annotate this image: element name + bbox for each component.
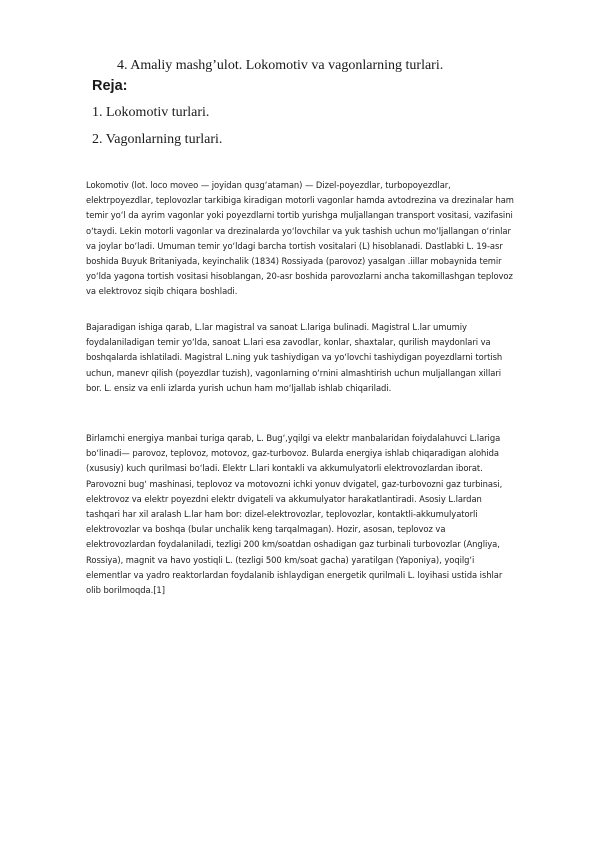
plan-list	[92, 104, 222, 158]
plan-item: 1. Lokomotiv turlari.	[92, 105, 210, 120]
paragraph-lokomotiv-definition: Lokomotiv (lot. loco moveo — joyidan quзg‘atаman) — Dizel-poyezdlar, turbopoyezdlar, elektrpoyezdlar, teplovozlar tarkibiga kiradigan motorli vagonlar hamda avtodrezina va drezinalar ham temir yo‘l da ayrim vagonlar yoki poyezdlarni tortib yurishga muljallangan transport vositasi, vazifasini o‘taydi. Lekin motorli vagonlar va drezinalarda yo‘lovchilar va yuk tashish uchun mo‘ljallangan o‘rinlar va joylar bo‘ladi. Umuman temir yo‘ldagi barcha tortish vositalari (L) hisoblanadi. Dastlabki L. 19-asr boshida Buyuk Britaniyada, keyinchalik (1834) Rossiyada (parovoz) yasalgan .iillar mobaynida temir yo‘lda yagona tortish vositasi hisoblangan, 20-asr boshida parovozlarni ancha takomillashgan teplovoz va elektrovoz siqib chiqara boshladi.	[86, 180, 514, 297]
document-title: 4. Amaliy mashg’ulot. Lokomotiv va vagonlarning turlari.	[117, 58, 444, 73]
paragraph-lokomotiv-energy: Birlamchi energiya manbai turiga qarab, L. Bug‘,yqilgi va elektr manbalaridan foiydalahuvci L.lariga bo‘linadi— parovoz, teplovoz, motovoz, gaz-turbovoz. Bularda energiya ishlab chiqaradigan alohida (xususiy) kuch qurilmasi bo‘ladi. Elektr L.lari kontakli va akkumulyatorli elektrovozlardan iborat. Parovozni bug‘ mashinasi, teplovoz va motovozni ichki yonuv dvigatel, gaz-turbovozni gaz turbinasi, elektrovoz va elektr poyezdni elektr dvigateli va akkumulyator harakatlantiradi. Asosiy L.lardan tashqari har xil aralash L.lar ham bor: dizel-elektrovozlar, teplovozlar, kontaktli-akkumulyatorli elektrovozlar va boshqa (bular unchalik keng tarqalmagan). Hozir, asosan, teplovoz va elektrovozlardan foydalaniladi, tezligi 200 km/soatdan oshadigan gaz turbinali turbovozlar (Angliya, Rossiya), magnit va havo yostiqli L. (tezligi 500 km/soat gacha) yaratilgan (Yaponiya), yoqilg‘i elementlar va yadro reaktorlardan foydalanib ishlaydigan energetik qurilmali L. loyihasi ustida ishlar olib borilmoqda.[1]	[86, 433, 503, 596]
paragraph-lokomotiv-purpose: Bajaradigan ishiga qarab, L.lar magistral va sanoat L.lariga bulinadi. Magistral L.lar umumiy foydalaniladigan temir yo‘lda, sanoat L.lari esa zavodlar, konlar, shaxtalar, qurilish maydonlari va boshqalarda ishlatiladi. Magistral L.ning yuk tashiydigan va yo‘lovchi tashiydigan poyezdlarni tortish uchun, manevr qilish (poyezdlar tuzish), vagonlarning o‘rnini almashtirish uchun muljallangan xillari bor. L. ensiz va enli izlarda yurish uchun ham mo‘ljallab ishlab chiqariladi.	[86, 322, 503, 393]
plan-item: 2. Vagonlarning turlari.	[92, 132, 223, 147]
plan-label: Reja:	[92, 78, 128, 94]
